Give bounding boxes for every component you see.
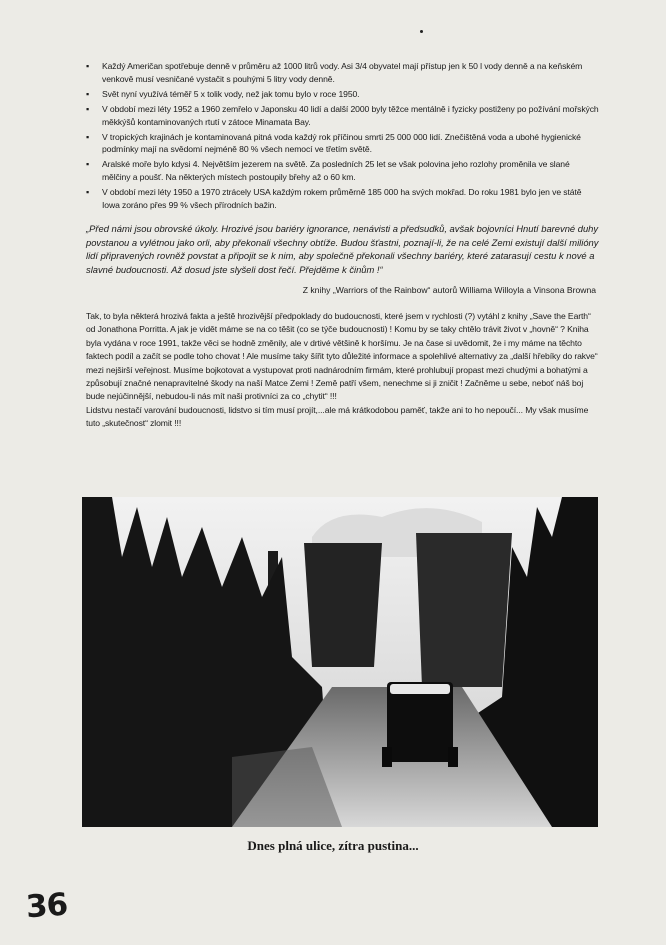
truck-roof xyxy=(390,684,450,694)
rainbow-quote: „Před námi jsou obrovské úkoly. Hrozivé jsou bariéry ignorance, nenávisti a předsudků, avšak bojovníci Hnutí barevné duhy povstanou a vylétnou jako orli, aby překonali všechny obtíže. Budou šťastni, poznají-li, že na celé Zemi existují další milióny lidí připravených rovněž povstat a připojit se k nim, aby společně překonali všechny bariéry, které zatarasují cestu k nové a slavné budoucnosti. Až dosud jste slyšeli dost řečí. Přejděme k činům !“ xyxy=(86,223,599,275)
fact-list xyxy=(86,60,600,214)
paper-speck xyxy=(420,30,423,33)
body-paragraph: Tak, to byla některá hrozivá fakta a ještě hrozivější předpoklady do budoucnosti, které jsem v rychlosti (?) vytáhl z knihy „Save the Earth“ od Jonathona Porritta. A jak je vidět máme se na co těšit (co se týče budoucnosti) ! Komu by se taky chtělo trávit život v „hovně“ ? Kniha byla vydána v roce 1991, takže věci se hodně změnily, ale v drtivé většině k horšímu. Je na čase si uvědomit, že i my máme na těchto faktech podíl a začít se podle toho chovat ! Ale musíme taky šířit tyto důležité informace a spolehlivé alternativy za „další hřebíky do rakve“ mezi nejširší veřejnost. Musíme bojkotovat a vystupovat proti nadnárodním firmám, které prohlubují propast mezi chudými a bohatými a způsobují značné nenapravitelné škody na naší Matce Zemi ! Země patří všem, nenechme si ji zničit ! Začněme u sebe, neboť náš boj bude nejúčinnější, nebudou-li nás mít naši protivníci za co „chytit“ !!! xyxy=(86,311,598,402)
cooling-tower-left xyxy=(304,543,382,667)
fact-item: ▪ V období mezi léty 1950 a 1970 ztrácely USA každým rokem průměrně 185 000 ha svých mokřad. Do roku 1981 bylo jen ve státě Iowa zoráno přes 99 % všech přírodních bažin. xyxy=(86,186,600,212)
truck-wheel xyxy=(448,747,458,767)
body-text xyxy=(86,310,600,431)
quote-source: Z knihy „Warriors of the Rainbow“ autorů Williama Willoyla a Vinsona Browna xyxy=(302,285,596,295)
fact-item: ▪ Svět nyní využívá téměř 5 x tolik vody, než jak tomu bylo v roce 1950. xyxy=(86,88,600,101)
cooling-tower-right xyxy=(416,533,512,687)
fact-item: ▪ Každý Američan spotřebuje denně v průměru až 1000 litrů vody. Asi 3/4 obyvatel mají přístup jen k 50 l vody denně a na keňském venkově musí vesničané vystačit s pouhými 5 litry vody denně. xyxy=(86,60,600,86)
body-paragraph: Lidstvu nestačí varování budoucnosti, lidstvo si tím musí projít,...ale má krátkodobou paměť, takže ani to ho nepoučí... My však musíme tuto „skutečnost“ zlomit !!! xyxy=(86,404,589,429)
fact-item: ▪ V období mezi léty 1952 a 1960 zemřelo v Japonsku 40 lidí a další 2000 byly těžce mentálně i fyzicky postiženy po požívání mořských měkkýšů kontaminovaných rtutí v zátoce Minamata Bay. xyxy=(86,103,600,129)
fact-item: ▪ V tropických krajinách je kontaminovaná pitná voda každý rok příčinou smrti 25 000 000 lidí. Znečištěná voda a ubohé hygienické podmínky mají na svědomí nejméně 80 % všech nemocí ve třetím světě. xyxy=(86,131,600,157)
page-number: 36 xyxy=(24,886,69,926)
photo-caption: Dnes plná ulice, zítra pustina... xyxy=(247,838,419,853)
power-plant-photo xyxy=(82,497,598,827)
truck-wheel xyxy=(382,747,392,767)
photo-illustration xyxy=(82,497,598,827)
fact-item: ▪ Aralské moře bylo kdysi 4. Největším jezerem na světě. Za posledních 25 let se však polovina jeho rozlohy proměnila ve slané mělčiny a poušť. Na některých místech postoupily břehy až o 60 km. xyxy=(86,158,600,184)
